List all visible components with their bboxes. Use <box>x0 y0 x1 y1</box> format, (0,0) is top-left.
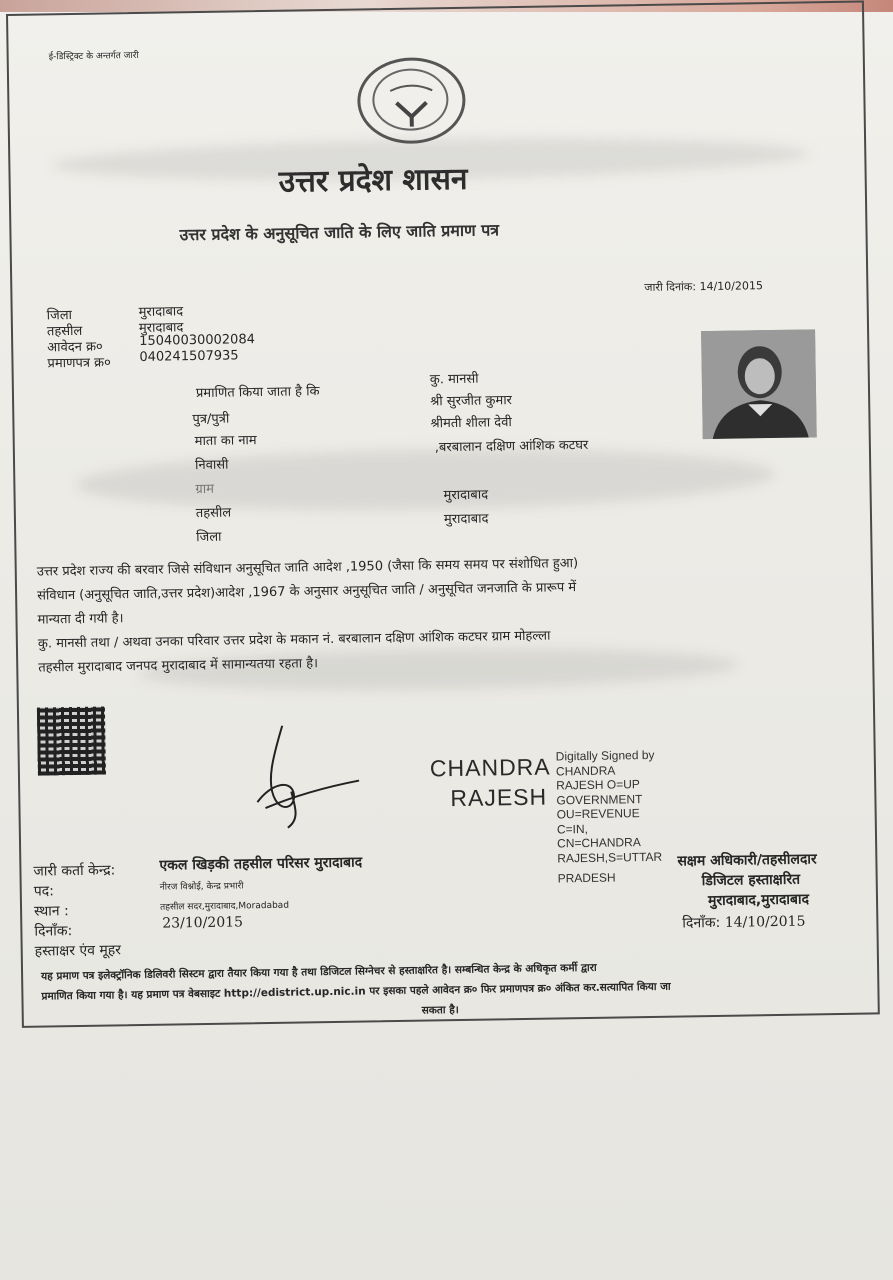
child-of-label: पुत्र/पुत्री <box>192 411 230 428</box>
tehsil-label: तहसील <box>46 323 83 340</box>
mother-label: माता का नाम <box>194 433 257 450</box>
signer-name-line2: RAJESH <box>450 783 548 812</box>
body-line-1: उत्तर प्रदेश राज्य की बरवार जिसे संविधान अनुसूचित जाति आदेश ,1950 (जैसा कि समय समय पर संशोधित हुआ) <box>36 556 579 580</box>
fold-smudge <box>75 444 776 515</box>
footer-date: 23/10/2015 <box>162 914 244 932</box>
certificate-no-label: प्रमाणपत्र क्र० <box>47 355 111 372</box>
applicant-photo <box>701 329 817 439</box>
notice-line-3: सकता है। <box>421 1004 459 1017</box>
details-tehsil-label: तहसील <box>195 505 232 522</box>
govt-title: उत्तर प्रदेश शासन <box>278 161 468 200</box>
body-line-2: संविधान (अनुसूचित जाति,उत्तर प्रदेश)आदेश ,1967 के अनुसार अनुसूचित जाति / अनुसूचित जनजाति के प्रारूप में <box>37 580 577 604</box>
issue-date: 14/10/2015 <box>699 279 764 294</box>
sign-seal-label: हस्ताक्षर एंव मूहर <box>34 942 122 960</box>
up-government-seal <box>357 57 466 145</box>
issuing-center: एकल खिड़की तहसील परिसर मुरादाबाद <box>159 854 363 874</box>
place-label: स्थान : <box>33 903 69 920</box>
certify-label: प्रमाणित किया जाता है कि <box>195 384 320 402</box>
verification-qr-code <box>37 707 106 776</box>
issue-date-label: जारी दिनांक: <box>644 280 697 295</box>
father-name: श्री सुरजीत कुमार <box>430 393 513 410</box>
signer-name-line1: CHANDRA <box>429 753 551 782</box>
post-label: पद: <box>33 883 55 900</box>
caste-certificate <box>6 1 880 1028</box>
application-no: 150400300020​84 <box>139 332 256 349</box>
place-value: तहसील सदर,मुरादाबाद,Moradabad <box>159 900 290 913</box>
details-district-value: मुरादाबाद <box>443 511 489 528</box>
details-district-label: जिला <box>196 529 222 546</box>
issuing-center-label: जारी कर्ता केन्द्र: <box>33 862 116 880</box>
officer-date: 14/10/2015 <box>724 913 806 931</box>
tehsil-value: मुरादाबाद <box>138 320 184 336</box>
post-value: नीरज विश्नोई, केन्द्र प्रभारी <box>159 881 244 893</box>
notice-line-1: यह प्रमाण पत्र इलेक्ट्रॉनिक डिलिवरी सिस्टम द्वारा तैयार किया गया है तथा डिजिटल सिग्नेचर से हस्ताक्षरित है। सम्बन्धित केन्द्र के अधिकृत कर्मी द्वारा <box>41 961 597 983</box>
mother-name: श्रीमती शीला देवी <box>430 415 512 432</box>
handwritten-signature <box>234 720 366 832</box>
digital-signature-details: Digitally Signed by CHANDRA RAJESH O=UP GOVERNMENT OU=REVENUE C=IN, CN=CHANDRA RAJESH,S=UTTAR PRADESH <box>555 747 663 886</box>
district-label: जिला <box>46 308 73 324</box>
footer-date-label: दिनाँक: <box>34 923 73 940</box>
district-value: मुरादाबाद <box>138 304 184 320</box>
officer-title: सक्षम अधिकारी/तहसीलदार <box>677 851 817 870</box>
resident-label: निवासी <box>194 457 229 474</box>
issue-date-row <box>644 278 763 295</box>
application-no-label: आवेदन क्र० <box>47 339 103 356</box>
resident-value: ,बरबालान दक्षिण आंशिक कटघर <box>434 437 589 456</box>
officer-location: मुरादाबाद,मुरादाबाद <box>707 891 810 910</box>
body-line-5: तहसील मुरादाबाद जनपद मुरादाबाद में सामान्यतया रहता है। <box>38 656 319 676</box>
body-line-3: मान्यता दी गयी है। <box>37 611 124 628</box>
edistrict-note: ई-डिस्ट्रिक्ट के अन्तर्गत जारी <box>48 50 139 63</box>
certificate-title: उत्तर प्रदेश के अनुसूचित जाति के लिए जाति प्रमाण पत्र <box>179 220 500 245</box>
notice-line-2: प्रमाणित किया गया है। यह प्रमाण पत्र वेबसाइट http://edistrict.up.nic.in पर इसका पहले आवेदन क्र० फिर प्रमाणपत्र क्र० अंकित कर.सत्यापित किया जा <box>41 980 671 1003</box>
officer-date-row <box>682 912 805 933</box>
village-label: ग्राम <box>195 481 215 498</box>
body-line-4: कु. मानसी तथा / अथवा उनका परिवार उत्तर प्रदेश के मकान नं. बरबालान दक्षिण आंशिक कटघर ग्राम मोहल्ला <box>37 628 551 652</box>
details-tehsil-value: मुरादाबाद <box>443 487 489 504</box>
digitally-signed-label: डिजिटल हस्ताक्षरित <box>701 871 801 890</box>
certificate-no: 040241507935 <box>139 348 239 365</box>
applicant-name: कु. मानसी <box>429 371 479 388</box>
officer-date-label: दिनाँक: <box>682 914 721 932</box>
